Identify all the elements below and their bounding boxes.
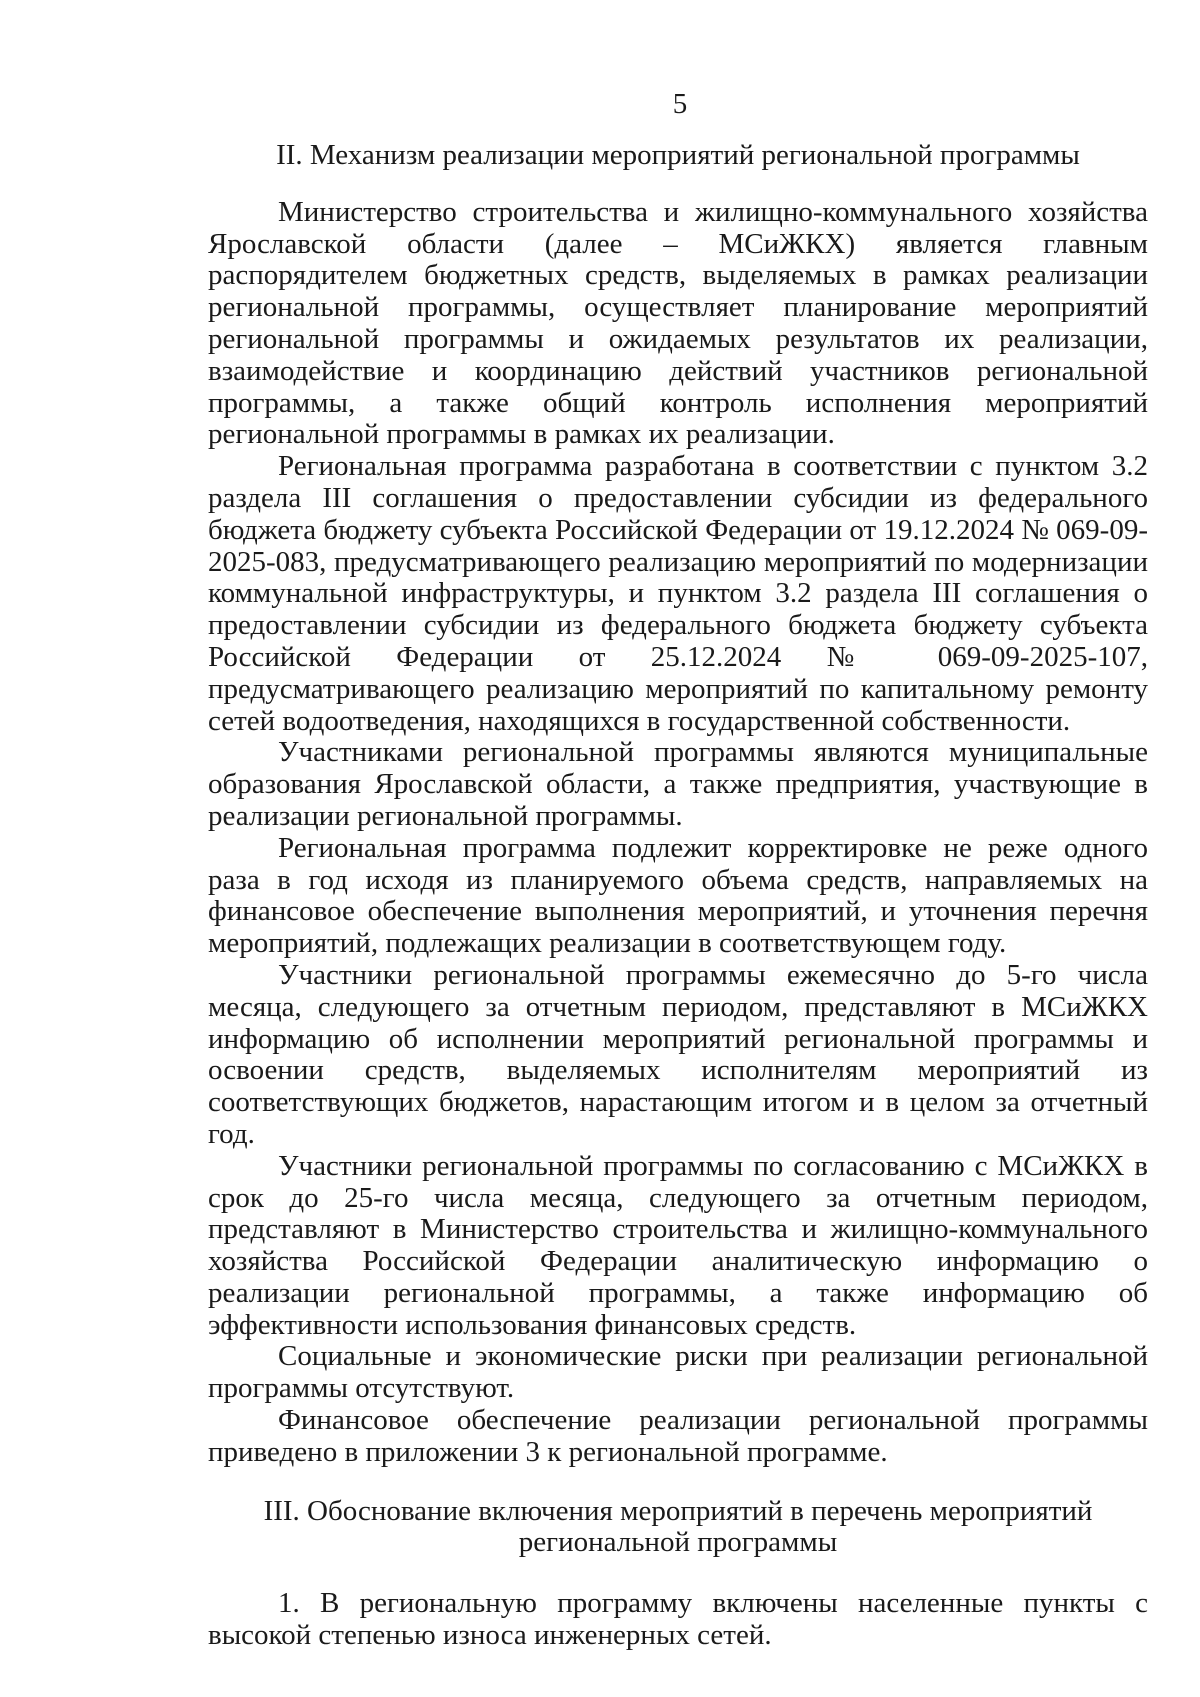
section-2-paragraph-6: Участники региональной программы по согласованию с МСиЖКХ в срок до 25-го числа месяца, следующего за отчетным периодом, представляют в Министерство строительства и жилищно-коммунального хозяйства Российской Федерации аналитическую информацию о реализации региональной программы, а также информацию об эффективности использования финансовых средств. [208, 1149, 1148, 1341]
section-3-paragraph-1: 1. В региональную программу включены населенные пункты с высокой степенью износа инженерных сетей. [208, 1587, 1148, 1652]
section-2-paragraph-4: Региональная программа подлежит корректировке не реже одного раза в год исходя из планируемого объема средств, направляемых на финансовое обеспечение выполнения мероприятий, и уточнения перечня мероприятий, подлежащих реализации в соответствующем году. [208, 831, 1148, 960]
section-2-paragraph-3: Участниками региональной программы являются муниципальные образования Ярославской области, а также предприятия, участвующие в реализации региональной программы. [208, 736, 1148, 832]
section-2-paragraph-8: Финансовое обеспечение реализации региональной программы приведено в приложении 3 к региональной программе. [208, 1404, 1148, 1468]
page-content [208, 140, 1148, 1652]
section-2-paragraph-7: Социальные и экономические риски при реализации региональной программы отсутствуют. [208, 1340, 1148, 1405]
section-3-heading-line-1: III. Обоснование включения мероприятий в перечень мероприятий [263, 1494, 1093, 1527]
section-2-paragraph-1: Министерство строительства и жилищно-коммунального хозяйства Ярославской области (далее – МСиЖКХ) является главным распорядителем бюджетных средств, выделяемых в рамках реализации региональной программы, осуществляет планирование мероприятий региональной программы и ожидаемых результатов их реализации, взаимодействие и координацию действий участников региональной программы, а также общий контроль исполнения мероприятий региональной программы в рамках их реализации. [208, 195, 1148, 451]
section-2-paragraph-5: Участники региональной программы ежемесячно до 5-го числа месяца, следующего за отчетным периодом, представляют в МСиЖКХ информацию об исполнении мероприятий региональной программы и освоении средств, выделяемых исполнителям мероприятий из соответствующих бюджетов, нарастающим итогом и в целом за отчетный год. [208, 958, 1148, 1150]
page-number: 5 [672, 88, 688, 120]
section-3-heading [208, 1496, 1148, 1560]
section-2-heading: II. Механизм реализации мероприятий региональной программы [276, 139, 1080, 171]
section-2-paragraph-2: Региональная программа разработана в соответствии с пунктом 3.2 раздела III соглашения о предоставлении субсидии из федерального бюджета бюджету субъекта Российской Федерации от 19.12.2024 № 069-09-2025-083, предусматривающего реализацию мероприятий по модернизации коммунальной инфраструктуры, и пунктом 3.2 раздела III соглашения о предоставлении субсидии из федерального бюджета бюджету субъекта Российской Федерации от 25.12.2024 № 069-09-2025-107, предусматривающего реализацию мероприятий по капитальному ремонту сетей водоотведения, находящихся в государственной собственности. [208, 450, 1148, 737]
section-3-heading-line-2: региональной программы [518, 1526, 838, 1559]
